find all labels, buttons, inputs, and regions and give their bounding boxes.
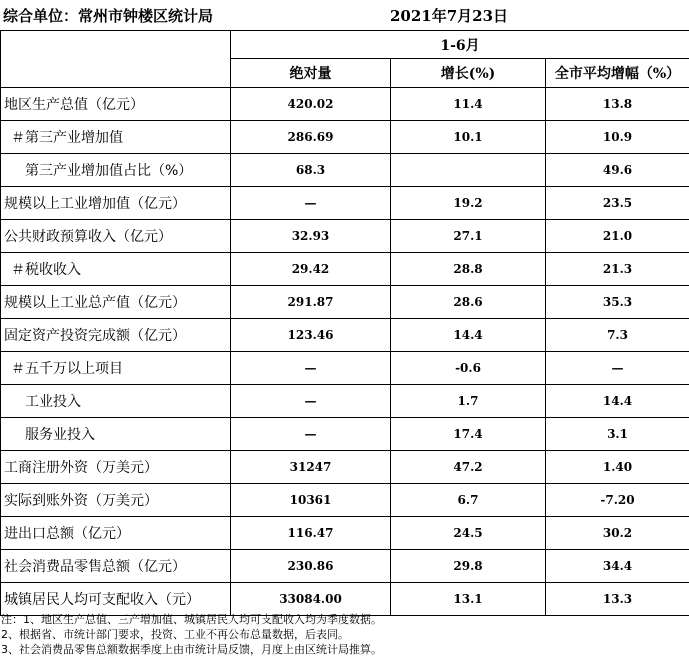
cell-city-average: 30.2 <box>546 517 689 550</box>
period-header: 1-6月 <box>231 31 689 59</box>
cell-growth: 47.2 <box>391 451 546 484</box>
cell-absolute: — <box>231 352 391 385</box>
table-row <box>1 385 689 418</box>
cell-growth: 11.4 <box>391 88 546 121</box>
table-row <box>1 550 689 583</box>
table-row <box>1 121 689 154</box>
cell-absolute: 31247 <box>231 451 391 484</box>
row-label: 规模以上工业增加值（亿元） <box>1 187 231 220</box>
cell-absolute: — <box>231 418 391 451</box>
footnote-1: 注：1、地区生产总值、三产增加值、城镇居民人均可支配收入均为季度数据。 <box>1 613 382 626</box>
cell-city-average: -7.20 <box>546 484 689 517</box>
table-row <box>1 517 689 550</box>
cell-absolute: 286.69 <box>231 121 391 154</box>
table-row <box>1 220 689 253</box>
cell-growth: 28.8 <box>391 253 546 286</box>
cell-growth: 24.5 <box>391 517 546 550</box>
cell-absolute: 123.46 <box>231 319 391 352</box>
row-label: 实际到账外资（万美元） <box>1 484 231 517</box>
table-row <box>1 319 689 352</box>
column-header-city-average: 全市平均增幅（%） <box>546 59 689 88</box>
row-label: 地区生产总值（亿元） <box>1 88 231 121</box>
table-row <box>1 253 689 286</box>
cell-city-average: 10.9 <box>546 121 689 154</box>
table-row <box>1 583 689 616</box>
table-row <box>1 187 689 220</box>
cell-growth: 17.4 <box>391 418 546 451</box>
table-row <box>1 352 689 385</box>
report-date: 2021年7月23日 <box>390 7 509 25</box>
statistics-table <box>0 30 689 616</box>
row-label: 公共财政预算收入（亿元） <box>1 220 231 253</box>
row-label: 社会消费品零售总额（亿元） <box>1 550 231 583</box>
cell-absolute: 10361 <box>231 484 391 517</box>
table-row <box>1 484 689 517</box>
footnote-2: 2、根据省、市统计部门要求，投资、工业不再公布总量数据，后表同。 <box>1 628 349 641</box>
row-label: ＃五千万以上项目 <box>1 352 231 385</box>
cell-city-average: 1.40 <box>546 451 689 484</box>
cell-growth: 14.4 <box>391 319 546 352</box>
cell-growth: 13.1 <box>391 583 546 616</box>
cell-absolute: 29.42 <box>231 253 391 286</box>
table-row <box>1 88 689 121</box>
cell-absolute: 230.86 <box>231 550 391 583</box>
row-label: 工商注册外资（万美元） <box>1 451 231 484</box>
footnote-3: 3、社会消费品零售总额数据季度上由市统计局反馈，月度上由区统计局推算。 <box>1 643 382 656</box>
cell-absolute: 420.02 <box>231 88 391 121</box>
row-label: 第三产业增加值占比（%） <box>1 154 231 187</box>
cell-absolute: — <box>231 187 391 220</box>
corner-cell <box>1 31 231 88</box>
cell-absolute: 32.93 <box>231 220 391 253</box>
row-label: 服务业投入 <box>1 418 231 451</box>
cell-city-average: 21.0 <box>546 220 689 253</box>
column-header-growth: 增长(%) <box>391 59 546 88</box>
cell-growth: 28.6 <box>391 286 546 319</box>
cell-growth: 6.7 <box>391 484 546 517</box>
cell-absolute: 68.3 <box>231 154 391 187</box>
row-label: ＃第三产业增加值 <box>1 121 231 154</box>
cell-city-average: 7.3 <box>546 319 689 352</box>
cell-growth: 19.2 <box>391 187 546 220</box>
cell-absolute: 116.47 <box>231 517 391 550</box>
table-row <box>1 418 689 451</box>
table-row <box>1 286 689 319</box>
cell-absolute: 33084.00 <box>231 583 391 616</box>
cell-city-average: 49.6 <box>546 154 689 187</box>
cell-city-average: 35.3 <box>546 286 689 319</box>
cell-city-average: 13.3 <box>546 583 689 616</box>
cell-city-average: 21.3 <box>546 253 689 286</box>
row-label: 城镇居民人均可支配收入（元） <box>1 583 231 616</box>
cell-absolute: — <box>231 385 391 418</box>
cell-growth: 29.8 <box>391 550 546 583</box>
cell-growth: -0.6 <box>391 352 546 385</box>
row-label: 固定资产投资完成额（亿元） <box>1 319 231 352</box>
row-label: 进出口总额（亿元） <box>1 517 231 550</box>
cell-city-average: 14.4 <box>546 385 689 418</box>
row-label: 规模以上工业总产值（亿元） <box>1 286 231 319</box>
cell-city-average: 13.8 <box>546 88 689 121</box>
period-header-row <box>1 31 689 59</box>
table-row <box>1 154 689 187</box>
cell-city-average: 3.1 <box>546 418 689 451</box>
cell-growth: 1.7 <box>391 385 546 418</box>
cell-city-average: 34.4 <box>546 550 689 583</box>
cell-absolute: 291.87 <box>231 286 391 319</box>
cell-growth <box>391 154 546 187</box>
row-label: 工业投入 <box>1 385 231 418</box>
report-header <box>0 0 689 30</box>
footnotes <box>1 612 689 657</box>
reporting-unit: 综合单位：常州市钟楼区统计局 <box>3 7 214 25</box>
table-row <box>1 451 689 484</box>
column-header-absolute: 绝对量 <box>231 59 391 88</box>
cell-growth: 27.1 <box>391 220 546 253</box>
row-label: ＃税收收入 <box>1 253 231 286</box>
cell-city-average: 23.5 <box>546 187 689 220</box>
cell-city-average: — <box>546 352 689 385</box>
cell-growth: 10.1 <box>391 121 546 154</box>
